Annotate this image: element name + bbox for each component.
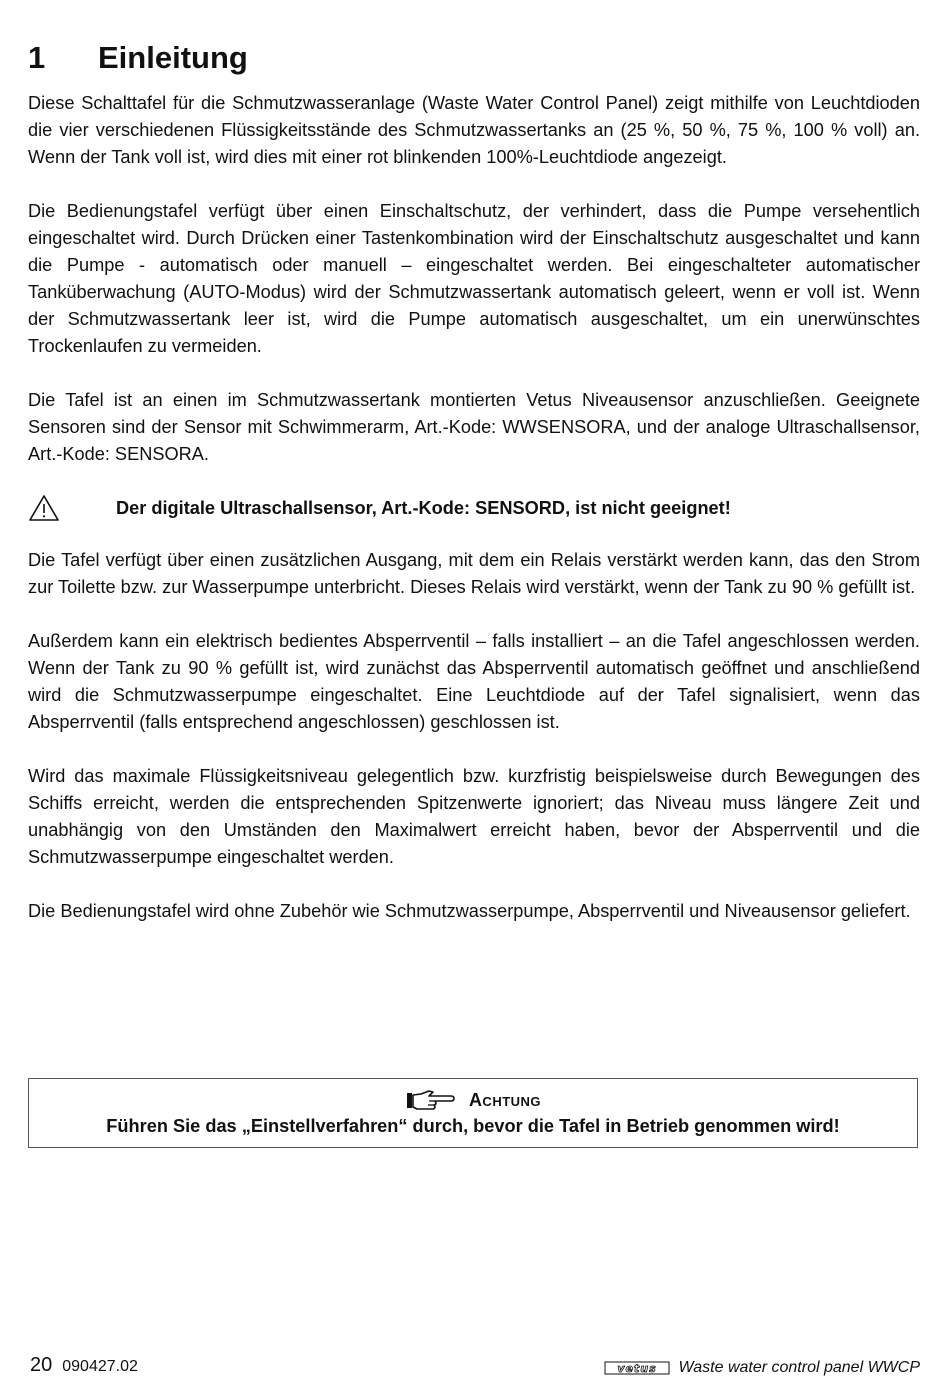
caution-text: Führen Sie das „Einstellverfahren“ durch, bevor die Tafel in Betrieb genommen wird! xyxy=(106,1116,840,1136)
caution-heading-row xyxy=(29,1087,917,1113)
paragraph-relay: Die Tafel verfügt über einen zusätzlichen Ausgang, mit dem ein Relais verstärkt werden kann, das den Strom zur Toilette bzw. zur Wasserpumpe unterbricht. Dieses Relais wird verstärkt, wenn der Tank zu 90 % gefüllt ist. xyxy=(28,550,920,597)
paragraph-peak-values: Wird das maximale Flüssigkeitsniveau gelegentlich bzw. kurzfristig beispielsweise durch Bewegungen des Schiffs erreicht, werden die entsprechenden Spitzenwerte ignoriert; das Niveau muss längere Zeit und unabhängig von den Umständen den Maximalwert erreicht haben, bevor der Absperrventil und die Schmutzwasserpumpe eingeschaltet werden. xyxy=(28,766,920,867)
section-number: 1 xyxy=(28,40,46,75)
logo-lettering: vetus xyxy=(617,1362,658,1375)
warning-text: Der digitale Ultraschallsensor, Art.-Kode: SENSORD, ist nicht geeignet! xyxy=(116,497,731,518)
caution-heading: Achtung xyxy=(468,1089,542,1110)
paragraph-switch-protection: Die Bedienungstafel verfügt über einen Einschaltschutz, der verhindert, dass die Pumpe versehentlich eingeschaltet wird. Durch Drücken einer Tastenkombination wird der Einschaltschutz ausgeschaltet und kann die Pumpe - automatisch oder manuell – eingeschaltet werden. Bei eingeschalteter automatischer Tanküberwachung (AUTO-Modus) wird der Schmutzwassertank automatisch geleert, wenn er voll ist. Wenn der Schmutzwassertank leer ist, wird die Pumpe automatisch ausgeschaltet, um ein unerwünschtes Trockenlaufen zu vermeiden. xyxy=(28,201,920,356)
paragraph-intro: Diese Schalttafel für die Schmutzwasseranlage (Waste Water Control Panel) zeigt mithilfe von Leuchtdioden die vier verschiedenen Flüssigkeitsstände des Schmutzwassertanks an (25 %, 50 %, 75 %, 100 % voll) an. Wenn der Tank voll ist, wird dies mit einer rot blinkenden 100%-Leuchtdiode angezeigt. xyxy=(28,93,920,167)
manual-page xyxy=(28,0,920,1383)
product-title: Waste water control panel WWCP xyxy=(678,1359,920,1376)
pointing-hand-icon xyxy=(405,1088,455,1112)
paragraph-delivery: Die Bedienungstafel wird ohne Zubehör wie Schmutzwasserpumpe, Absperrventil und Niveausensor geliefert. xyxy=(28,901,911,921)
section-heading xyxy=(28,40,248,76)
paragraph-shutoff-valve: Außerdem kann ein elektrisch bedientes Absperrventil – falls installiert – an die Tafel angeschlossen werden. Wenn der Tank zu 90 % gefüllt ist, wird zunächst das Absperrventil automatisch geöffnet und anschließend wird die Schmutzwasserpumpe eingeschaltet. Eine Leuchtdiode auf der Tafel signalisiert, wenn das Absperrventil (falls entsprechend angeschlossen) geschlossen ist. xyxy=(28,631,920,732)
paragraph-sensors: Die Tafel ist an einen im Schmutzwassertank montierten Vetus Niveausensor anzuschließen. Geeignete Sensoren sind der Sensor mit Schwimmerarm, Art.-Kode: WWSENSORA, und der analoge Ultraschallsensor, Art.-Kode: SENSORA. xyxy=(28,390,920,464)
page-footer xyxy=(28,1353,920,1379)
body-text xyxy=(28,90,920,952)
caution-box xyxy=(28,1078,918,1148)
section-title: Einleitung xyxy=(98,40,248,75)
footer-right xyxy=(604,1359,920,1377)
document-code: 090427.02 xyxy=(62,1358,138,1375)
warning-triangle-icon xyxy=(28,493,116,523)
vetus-logo-icon xyxy=(604,1360,670,1376)
footer-left xyxy=(30,1354,138,1377)
warning-note xyxy=(28,493,920,523)
page-number: 20 xyxy=(30,1354,53,1376)
